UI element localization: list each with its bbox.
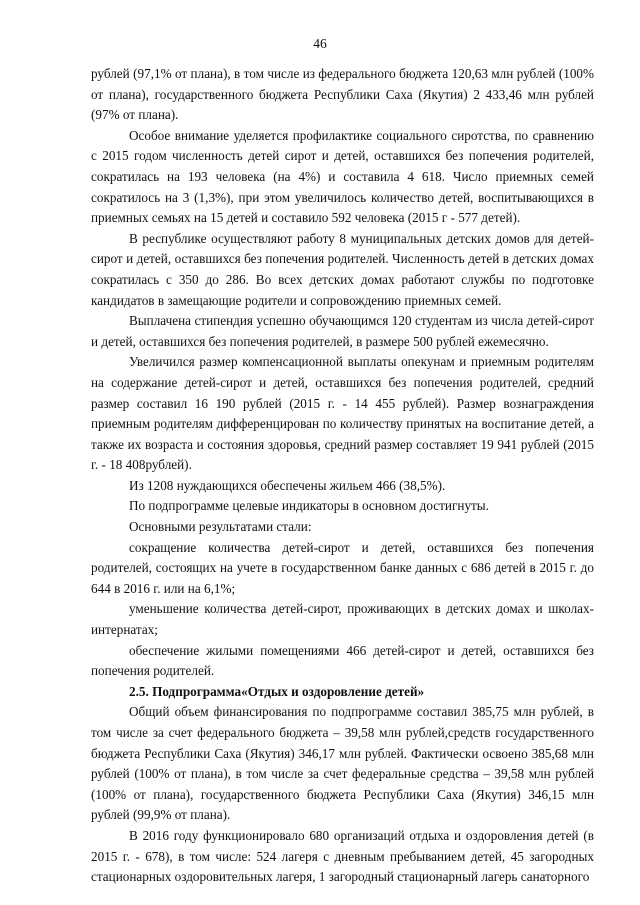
paragraph-12: Общий объем финансирования по подпрограмме составил 385,75 млн рублей, в том числе за счет федерального бюджета – 39,58 млн рублей,средств государственного бюджета Республики Саха (Якутия) 346,17 млн рублей. Фактически освоено 385,68 млн рублей (100% от плана), в том числе за счет федеральные средства – 39,58 млн рублей (100% от плана), государственного бюджета Республики Саха (Якутия) 346,15 млн рублей (99,9% от плана). [91,704,594,823]
paragraph-2: Особое внимание уделяется профилактике социального сиротства, по сравнению с 2015 годом численность детей сирот и детей, оставшихся без попечения родителей, сократилась на 193 человека (на 4%) и составила 4 618. Число приемных семей сократилось на 3 (1,3%), при этом увеличилось количество детей, воспитывающихся в приемных семьях на 15 детей и составило 592 человека (2015 г - 577 детей). [91,127,594,226]
page-number: 46 [313,36,327,51]
paragraph-7: По подпрограмме целевые индикаторы в основном достигнуты. [129,498,489,514]
paragraph-11: обеспечение жилыми помещениями 466 детей-сирот и детей, оставшихся без попечения родителей. [91,642,594,679]
paragraph-6: Из 1208 нуждающихся обеспечены жильем 466 (38,5%). [129,477,446,493]
paragraph-3: В республике осуществляют работу 8 муниципальных детских домов для детей-сирот и детей, оставшихся без попечения родителей. Численность детей в детских домах сократилась с 350 до 286. Во всех детских домах работают службы по подготовке кандидатов в замещающие родители и сопровождению приемных семей. [91,230,594,308]
paragraph-9: сокращение количества детей-сирот и детей, оставшихся без попечения родителей, состоящих на учете в государственном банке данных с 686 детей в 2015 г. до 644 в 2016 г. или на 6,1%; [91,539,594,596]
paragraph-10: уменьшение количества детей-сирот, проживающих в детских домах и школах-интернатах; [91,601,594,638]
document-body [91,64,594,888]
paragraph-5: Увеличился размер компенсационной выплаты опекунам и приемным родителям на содержание детей-сирот и детей, оставшихся без попечения родителей, средний размер составил 16 190 рублей (2015 г. - 14 455 рублей). Размер вознаграждения приемным родителям дифференцирован по количеству принятых на воспитание детей, а также их возраста и состояния здоровья, средний размер составляет 19 941 рублей (2015 г. - 18 408рублей). [91,354,594,473]
paragraph-1: рублей (97,1% от плана), в том числе из федерального бюджета 120,63 млн рублей (100% от плана), государственного бюджета Республики Саха (Якутия) 2 433,46 млн рублей (97% от плана). [91,66,594,123]
paragraph-13: В 2016 году функционировало 680 организаций отдыха и оздоровления детей (в 2015 г. - 678), в том числе: 524 лагеря с дневным пребыванием детей, 45 загородных стационарных оздоровительных лагеря, 1 загородный стационарный лагерь санаторного [91,827,594,885]
section-heading: 2.5. Подпрограмма«Отдых и оздоровление детей» [129,683,425,699]
paragraph-8: Основными результатами стали: [129,519,312,535]
paragraph-4: Выплачена стипендия успешно обучающимся 120 студентам из числа детей-сирот и детей, оставшихся без попечения родителей, в размере 500 рублей ежемесячно. [91,313,594,349]
